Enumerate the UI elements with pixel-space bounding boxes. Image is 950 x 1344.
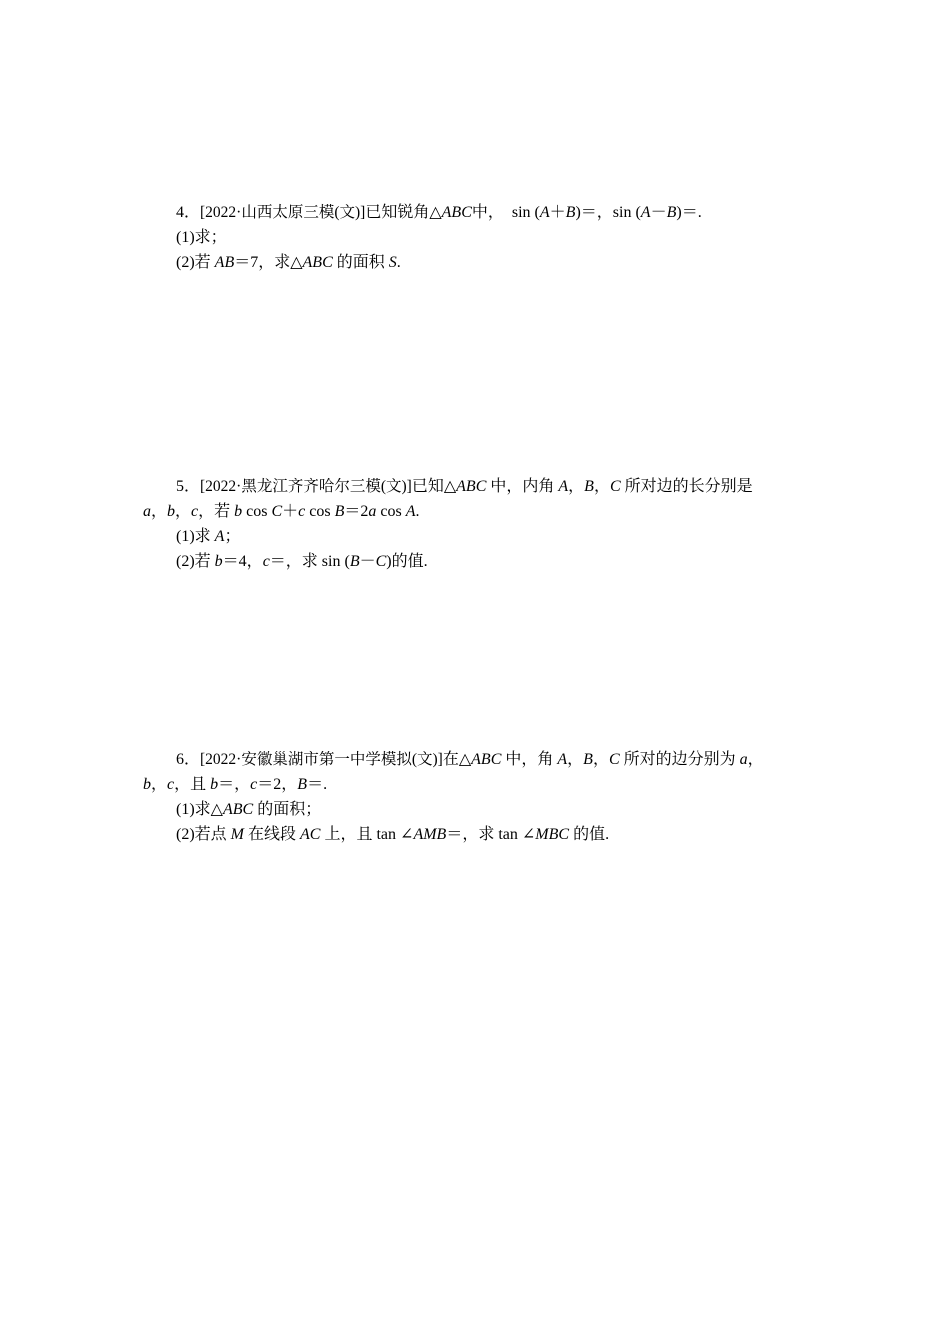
- problem-5-stem-line-2: [143, 499, 808, 524]
- stem-var: B: [583, 751, 593, 768]
- stem-var: ABC: [471, 751, 502, 768]
- q-text: (2)若: [176, 254, 215, 271]
- stem-text: cos: [242, 503, 272, 520]
- problem-source: [2022·山西太原三模(文)]: [200, 204, 366, 221]
- q-text: 的面积；: [253, 801, 322, 818]
- problem-6-question-1: [143, 797, 808, 822]
- q-text: －: [359, 553, 376, 570]
- stem-text: ＝，: [218, 776, 251, 793]
- stem-text: 已知锐角△: [365, 204, 442, 221]
- stem-var: b: [210, 776, 219, 793]
- q-text: (2)若: [176, 553, 215, 570]
- stem-var: c: [250, 776, 258, 793]
- problem-4-question-2: [143, 250, 808, 275]
- problem-number: 6: [176, 751, 184, 768]
- q-var: ABC: [302, 254, 333, 271]
- stem-text: ，: [568, 478, 585, 495]
- problem-4-stem: 4．[2022·山西太原三模(文)]已知锐角△ABC中， sin (A＋B)＝，sin (A－B)＝.: [176, 204, 702, 221]
- stem-var: b: [167, 503, 176, 520]
- problem-5-question-2: [143, 549, 808, 574]
- q-text: ；: [224, 528, 241, 545]
- problem-4-question-1: (1)求；: [176, 229, 227, 246]
- stem-text: ，且: [174, 776, 211, 793]
- q-text: ＝，求 tan ∠: [446, 826, 536, 843]
- stem-var: A: [405, 503, 416, 520]
- stem-text: 中，角: [501, 751, 558, 768]
- q-var: AC: [300, 826, 321, 843]
- stem-var: B: [297, 776, 308, 793]
- stem-var: B: [584, 478, 594, 495]
- stem-var: C: [609, 478, 621, 495]
- stem-text: ＋: [282, 503, 299, 520]
- q-text: .: [396, 254, 401, 271]
- q-text: )的值.: [386, 553, 428, 570]
- stem-var: b: [143, 776, 151, 793]
- stem-text: ＋: [549, 204, 566, 221]
- stem-text: )＝，sin (: [575, 204, 641, 221]
- stem-var: a: [143, 503, 151, 520]
- stem-text: 所对边的长分别是: [620, 478, 753, 495]
- stem-var: A: [640, 204, 651, 221]
- problem-6-stem-line-2: [143, 772, 808, 797]
- q-var: A: [214, 528, 225, 545]
- stem-var: b: [234, 503, 243, 520]
- q-text: ＝7，求△: [234, 254, 303, 271]
- stem-var: a: [368, 503, 377, 520]
- q-text: 上，且 tan ∠: [320, 826, 414, 843]
- q-text: ＝，求 sin (: [269, 553, 350, 570]
- stem-text: ，: [175, 503, 192, 520]
- q-var: c: [262, 553, 270, 570]
- stem-text: 所对的边分别为: [619, 751, 740, 768]
- problem-5: [143, 474, 808, 574]
- stem-var: ABC: [441, 204, 472, 221]
- stem-text: cos: [305, 503, 335, 520]
- stem-text: cos: [376, 503, 406, 520]
- stem-text: ，: [151, 776, 168, 793]
- q-var: M: [230, 826, 244, 843]
- problem-5-stem-line-1: [143, 474, 808, 499]
- q-var: AB: [214, 254, 235, 271]
- stem-text: 已知△: [411, 478, 457, 495]
- q-var: AMB: [413, 826, 447, 843]
- stem-text: ，: [747, 751, 764, 768]
- stem-text: 在△: [442, 751, 472, 768]
- stem-text: ＝2: [344, 503, 369, 520]
- stem-var: c: [167, 776, 175, 793]
- q-var: b: [214, 553, 223, 570]
- stem-line-content: 6．[2022·安徽巢湖市第一中学模拟(文)]在△ABC 中，角 A，B，C 所对的边分别为 a，: [176, 751, 764, 768]
- stem-var: B: [666, 204, 677, 221]
- stem-line-content: 5．[2022·黑龙江齐齐哈尔三模(文)]已知△ABC 中，内角 A，B，C 所对边的长分别是: [176, 478, 753, 495]
- q-var: MBC: [535, 826, 570, 843]
- stem-var: C: [608, 751, 620, 768]
- problem-6-stem-line-1: [143, 747, 808, 772]
- q-text: 在线段: [244, 826, 301, 843]
- stem-var: c: [191, 503, 199, 520]
- stem-var: c: [298, 503, 306, 520]
- stem-var: B: [565, 204, 576, 221]
- stem-text: 中，内角: [486, 478, 559, 495]
- problem-source: [2022·黑龙江齐齐哈尔三模(文)]: [200, 478, 412, 495]
- q-text: 的值.: [569, 826, 610, 843]
- problem-number: 5: [176, 478, 184, 495]
- stem-text: ，若: [198, 503, 235, 520]
- stem-text: )＝.: [676, 204, 702, 221]
- stem-text: 中， sin (: [471, 204, 540, 221]
- stem-text: ，: [592, 751, 609, 768]
- problem-6: [143, 747, 808, 847]
- stem-text: .: [415, 503, 420, 520]
- q-var: B: [349, 553, 360, 570]
- q-var: C: [375, 553, 387, 570]
- problem-6-question-2: [143, 822, 808, 847]
- q-text: ＝4，: [222, 553, 263, 570]
- q-text: (1)求: [176, 528, 215, 545]
- q-var: S: [388, 254, 397, 271]
- stem-text: ，: [567, 751, 584, 768]
- stem-var: a: [739, 751, 748, 768]
- problem-4: [143, 200, 808, 275]
- stem-text: ＝.: [307, 776, 328, 793]
- stem-text: ，: [151, 503, 168, 520]
- q-text: (2)若点: [176, 826, 231, 843]
- q-text: 的面积: [332, 254, 389, 271]
- stem-var: ABC: [456, 478, 487, 495]
- stem-text: ，: [593, 478, 610, 495]
- stem-var: A: [557, 751, 568, 768]
- stem-var: B: [334, 503, 345, 520]
- problem-source: [2022·安徽巢湖市第一中学模拟(文)]: [200, 751, 443, 768]
- stem-var: A: [539, 204, 550, 221]
- problem-5-question-1: [143, 524, 808, 549]
- stem-text: ＝2，: [257, 776, 298, 793]
- problem-number: 4: [176, 204, 184, 221]
- q-text: (1)求△: [176, 801, 223, 818]
- q-var: ABC: [222, 801, 254, 818]
- stem-text: －: [650, 204, 667, 221]
- stem-var: A: [558, 478, 569, 495]
- stem-var: C: [271, 503, 283, 520]
